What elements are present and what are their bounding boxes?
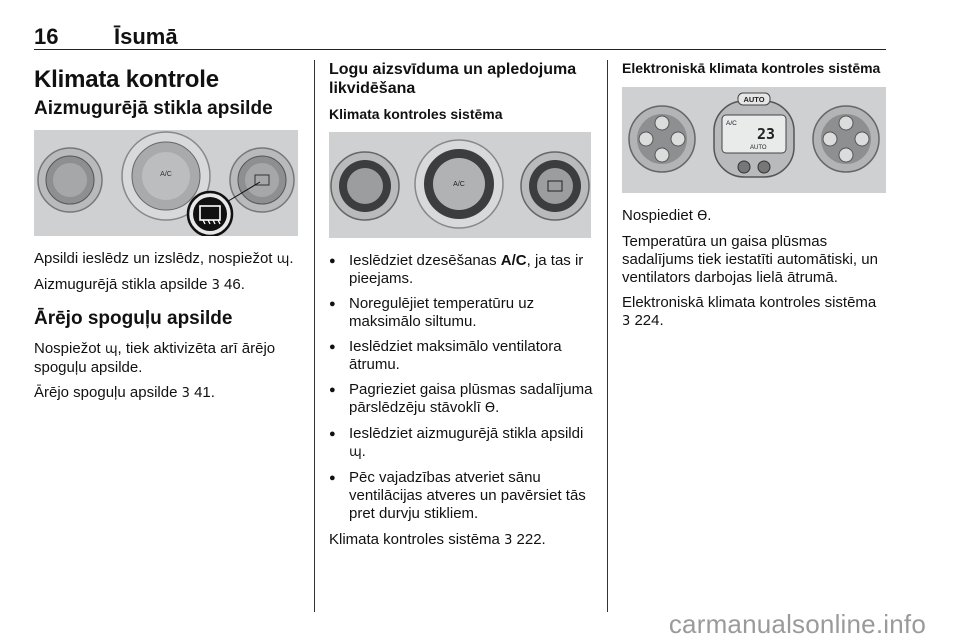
reference-electronic-climate: Elektroniskā klimata kontroles sistēma 3 224. [622,294,877,329]
subheading-rear-window: Aizmugurējā stikla apsilde [34,98,273,119]
column-1 [34,60,302,410]
reference-mirror-heating: Ārējo spoguļu apsilde 3 41. [34,384,215,401]
list-item: ● Noregulējiet temperatūru uz maksimālo siltumu. [329,295,594,331]
paragraph-mirror-heating: Nospiežot ɰ, tiek aktivizēta arī ārējo spoguļu apsilde. [34,340,276,376]
column-divider [314,60,315,612]
rear-window-heating-icon: ɰ [276,252,290,267]
ac-label: A/C [160,171,172,178]
column-divider [607,60,608,612]
display-temperature: 23 [756,125,776,143]
heading-electronic-climate: Elektroniskā klimata kontroles sistēma [622,60,881,76]
page-number: 16 [34,24,59,49]
windscreen-air-icon: Ɵ [697,209,708,224]
figure-rear-window-heating [34,130,298,236]
subheading-mirror-heating: Ārējo spoguļu apsilde [34,308,233,329]
list-item: ● Ieslēdziet maksimālo ventilatora ātrumu. [329,338,594,374]
display-ac: A/C [726,120,737,127]
reference-climate-control: Klimata kontroles sistēma 3 222. [329,531,546,548]
figure-electronic-climate [622,87,886,193]
electronic-climate-illustration [622,87,886,193]
list-item: ● Ieslēdziet aizmugurējā stikla apsildi ɰ. [329,425,594,462]
ac-label-text: A/C [500,252,527,269]
defog-steps-list [329,252,594,523]
heading-defog: Logu aizsvīduma un apledojuma likvidēšana [329,61,577,97]
paragraph-press-button: Nospiediet Ɵ. [622,207,712,224]
list-item: ● Pēc vajadzības atveriet sānu ventilācijas atveres un pavērsiet tās pret durvju stikliem. [329,469,594,523]
paragraph-automatic-settings: Temperatūra un gaisa plūsmas sadalījums tiek iestatīti automātiski, un ventilators darbojas lielā ātrumā. [622,233,878,286]
ac-label: A/C [453,181,465,188]
page-reference-arrow-icon: 3 [504,533,513,548]
section-title: Īsumā [114,24,178,49]
page-reference-arrow-icon: 3 [211,278,220,293]
rear-window-heating-icon: ɰ [349,445,362,460]
climate-panel-illustration [34,130,298,236]
column-2 [329,60,594,557]
rear-window-heating-icon: ɰ [104,342,118,357]
chapter-title: Klimata kontrole [34,66,219,93]
list-item: ● Ieslēdziet dzesēšanas A/C, ja tas ir pieejams. [329,252,594,288]
reference-rear-window: Aizmugurējā stikla apsilde 3 46. [34,276,245,293]
list-item: ● Pagrieziet gaisa plūsmas sadalījuma pārslēdzēju stāvoklī Ɵ. [329,381,594,418]
paragraph-rear-window-switch: Apsildi ieslēdz un izslēdz, nospiežot ɰ. [34,250,294,267]
subheading-climate-control: Klimata kontroles sistēma [329,106,503,122]
page-reference-arrow-icon: 3 [181,386,190,401]
page-reference-arrow-icon: 3 [622,314,631,329]
auto-button-label: AUTO [743,95,765,104]
watermark: carmanualsonline.info [668,609,926,639]
header-rule [34,49,886,50]
figure-climate-control [329,132,591,238]
climate-knobs-illustration [329,132,591,238]
column-3 [622,60,886,338]
windscreen-air-icon: Ɵ [484,401,496,416]
page-header [34,22,886,52]
display-auto: AUTO [750,145,767,151]
